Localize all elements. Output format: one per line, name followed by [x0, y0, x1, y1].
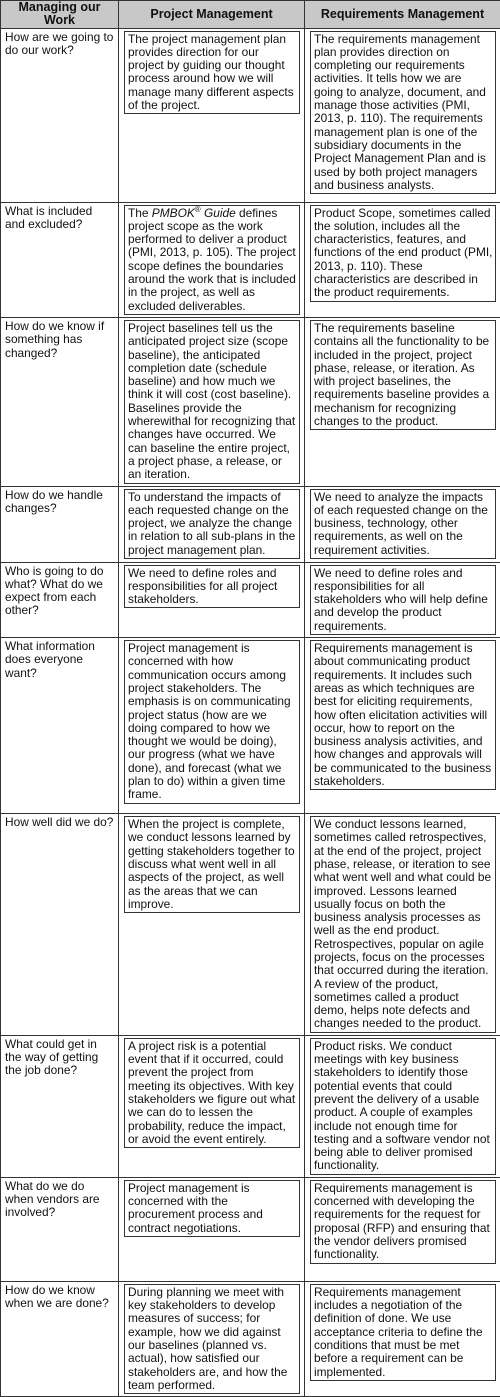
text-prefix: The	[128, 206, 152, 220]
cell-text: Requirements management is concerned with developing the requirements for the request for proposal (RFP) and ensuring that the vendor delivers promised functionality.	[310, 1180, 496, 1264]
project-management-cell	[119, 28, 305, 202]
cell-text: We need to define roles and responsibilities for all stakeholders who will help define and develop the product requirements.	[310, 565, 496, 635]
project-management-cell	[119, 638, 305, 814]
cell-text: To understand the impacts of each requested change on the project, we analyze the change in relation to all sub-plans in the project management plan.	[124, 489, 300, 559]
question-cell: Who is going to do what? What do we expect from each other?	[1, 562, 119, 637]
question-cell: How do we know when we are done?	[1, 1281, 119, 1396]
requirements-management-cell	[305, 562, 500, 637]
header-requirements-management: Requirements Management	[305, 1, 500, 29]
cell-text: We conduct lessons learned, sometimes called retrospectives, at the end of the project, project phase, release, or iteration to see what went well and what could be improved. Lessons learned usually focus on both the business analysis processes as well as the end product. Retrospectives, popular on agile projects, focus on the processes that occurred during the iteration. A review of the product, sometimes called a product demo, helps note defects and changes needed to the product.	[310, 816, 496, 1033]
project-management-cell	[119, 1177, 305, 1281]
project-management-cell	[119, 814, 305, 1036]
cell-text: Product Scope, sometimes called the solution, includes all the characteristics, features, and functions of the end product (PMI, 2013, p. 110). These characteristics are described in the product requirements.	[310, 205, 496, 302]
cell-text: When the project is complete, we conduct lessons learned by getting stakeholders together to discuss what went well in all aspects of the project, as well as the areas that we can improve.	[124, 816, 300, 913]
cell-text: We need to define roles and responsibilities for all project stakeholders.	[124, 565, 300, 609]
question-cell: What could get in the way of getting the job done?	[1, 1035, 119, 1177]
requirements-management-cell	[305, 638, 500, 814]
registered-mark: ®	[195, 205, 201, 214]
cell-text: Project management is concerned with how communication occurs among project stakeholders. The emphasis is on communicating project status (how are we doing compared to how we thought we would be doing), our progress (what we have done), and forecast (what we plan to do) within a given time frame.	[124, 640, 300, 804]
cell-text: The requirements management plan provides direction on completing our requirements activities. It tells how we are going to analyze, document, and manage those activities (PMI, 2013, p. 110). The requirements management plan is one of the subsidiary documents in the Project Management Plan and is used by both project managers and business analysts.	[310, 31, 496, 195]
cell-text: We need to analyze the impacts of each requested change on the business, technology, other requirements, as well on the requirement activities.	[310, 489, 496, 559]
requirements-management-cell	[305, 486, 500, 562]
project-management-cell	[119, 317, 305, 486]
question-cell: What is included and excluded?	[1, 202, 119, 317]
table-row	[1, 317, 500, 486]
table-row	[1, 638, 500, 814]
table-row	[1, 202, 500, 317]
cell-text: Product risks. We conduct meetings with key business stakeholders to identify those potential events that could prevent the delivery of a usable product. A couple of examples include not enough time for testing and a software vendor not being able to deliver promised functionality.	[310, 1038, 496, 1175]
requirements-management-cell	[305, 1035, 500, 1177]
cell-text: Project management is concerned with the procurement process and contract negotiations.	[124, 1180, 300, 1237]
header-project-management: Project Management	[119, 1, 305, 29]
project-management-cell	[119, 562, 305, 637]
cell-text: The requirements baseline contains all the functionality to be included in the project, project phase, release, or iteration. As with project baselines, the requirements baseline provides a mechanism for recognizing changes to the product.	[310, 320, 496, 430]
table-row	[1, 562, 500, 637]
table-row	[1, 28, 500, 202]
project-management-cell	[119, 486, 305, 562]
question-cell: How are we going to do our work?	[1, 28, 119, 202]
cell-text: The project management plan provides direction for our project by guiding our thought process around how we will manage many different aspects of the project.	[124, 31, 300, 115]
question-cell: How well did we do?	[1, 814, 119, 1036]
header-managing-our-work: Managing our Work	[1, 1, 119, 29]
project-management-cell	[119, 1035, 305, 1177]
requirements-management-cell	[305, 1177, 500, 1281]
requirements-management-cell	[305, 814, 500, 1036]
table-row	[1, 1035, 500, 1177]
question-cell: What do we do when vendors are involved?	[1, 1177, 119, 1281]
italic-title-suffix: Guide	[201, 206, 236, 220]
requirements-management-cell	[305, 317, 500, 486]
cell-text: Requirements management includes a negotiation of the definition of done. We use acceptance criteria to define the conditions that must be met before a requirement can be implemented.	[310, 1284, 496, 1381]
question-cell: How do we handle changes?	[1, 486, 119, 562]
table-row	[1, 1281, 500, 1396]
table-row	[1, 1177, 500, 1281]
italic-title: PMBOK	[152, 206, 195, 220]
cell-text	[124, 205, 300, 315]
question-cell: What information does everyone want?	[1, 638, 119, 814]
question-cell: How do we know if something has changed?	[1, 317, 119, 486]
project-management-cell	[119, 1281, 305, 1396]
table-row	[1, 486, 500, 562]
table-row	[1, 814, 500, 1036]
cell-text: Project baselines tell us the anticipated project size (scope baseline), the anticipated completion date (schedule baseline) and how much we think it will cost (cost baseline). Baselines provide the wherewithal for recognizing that changes have occurred. We can baseline the entire project, a project phase, a release, or an iteration.	[124, 320, 300, 484]
cell-text: Requirements management is about communicating product requirements. It includes such areas as which techniques are best for eliciting requirements, how often elicitation activities will occur, how to report on the business analysis activities, and how changes and approvals will be communicated to the business stakeholders.	[310, 640, 496, 790]
cell-text: A project risk is a potential event that if it occurred, could prevent the project from meeting its objectives. With key stakeholders we figure out what we can do to lessen the probability, reduce the impact, or avoid the event entirely.	[124, 1038, 300, 1148]
text-body: defines project scope as the work performed to deliver a product (PMI, 2013, p. 105). The project scope defines the boundaries around the work that is included in the project, as well as excluded deliverables.	[128, 206, 296, 313]
cell-text: During planning we meet with key stakeholders to develop measures of success; for example, how we did against our baselines (planned vs. actual), how satisfied our stakeholders are, and how the team performed.	[124, 1284, 300, 1394]
requirements-management-cell	[305, 1281, 500, 1396]
requirements-management-cell	[305, 202, 500, 317]
project-management-cell	[119, 202, 305, 317]
requirements-management-cell	[305, 28, 500, 202]
header-row	[1, 1, 500, 29]
